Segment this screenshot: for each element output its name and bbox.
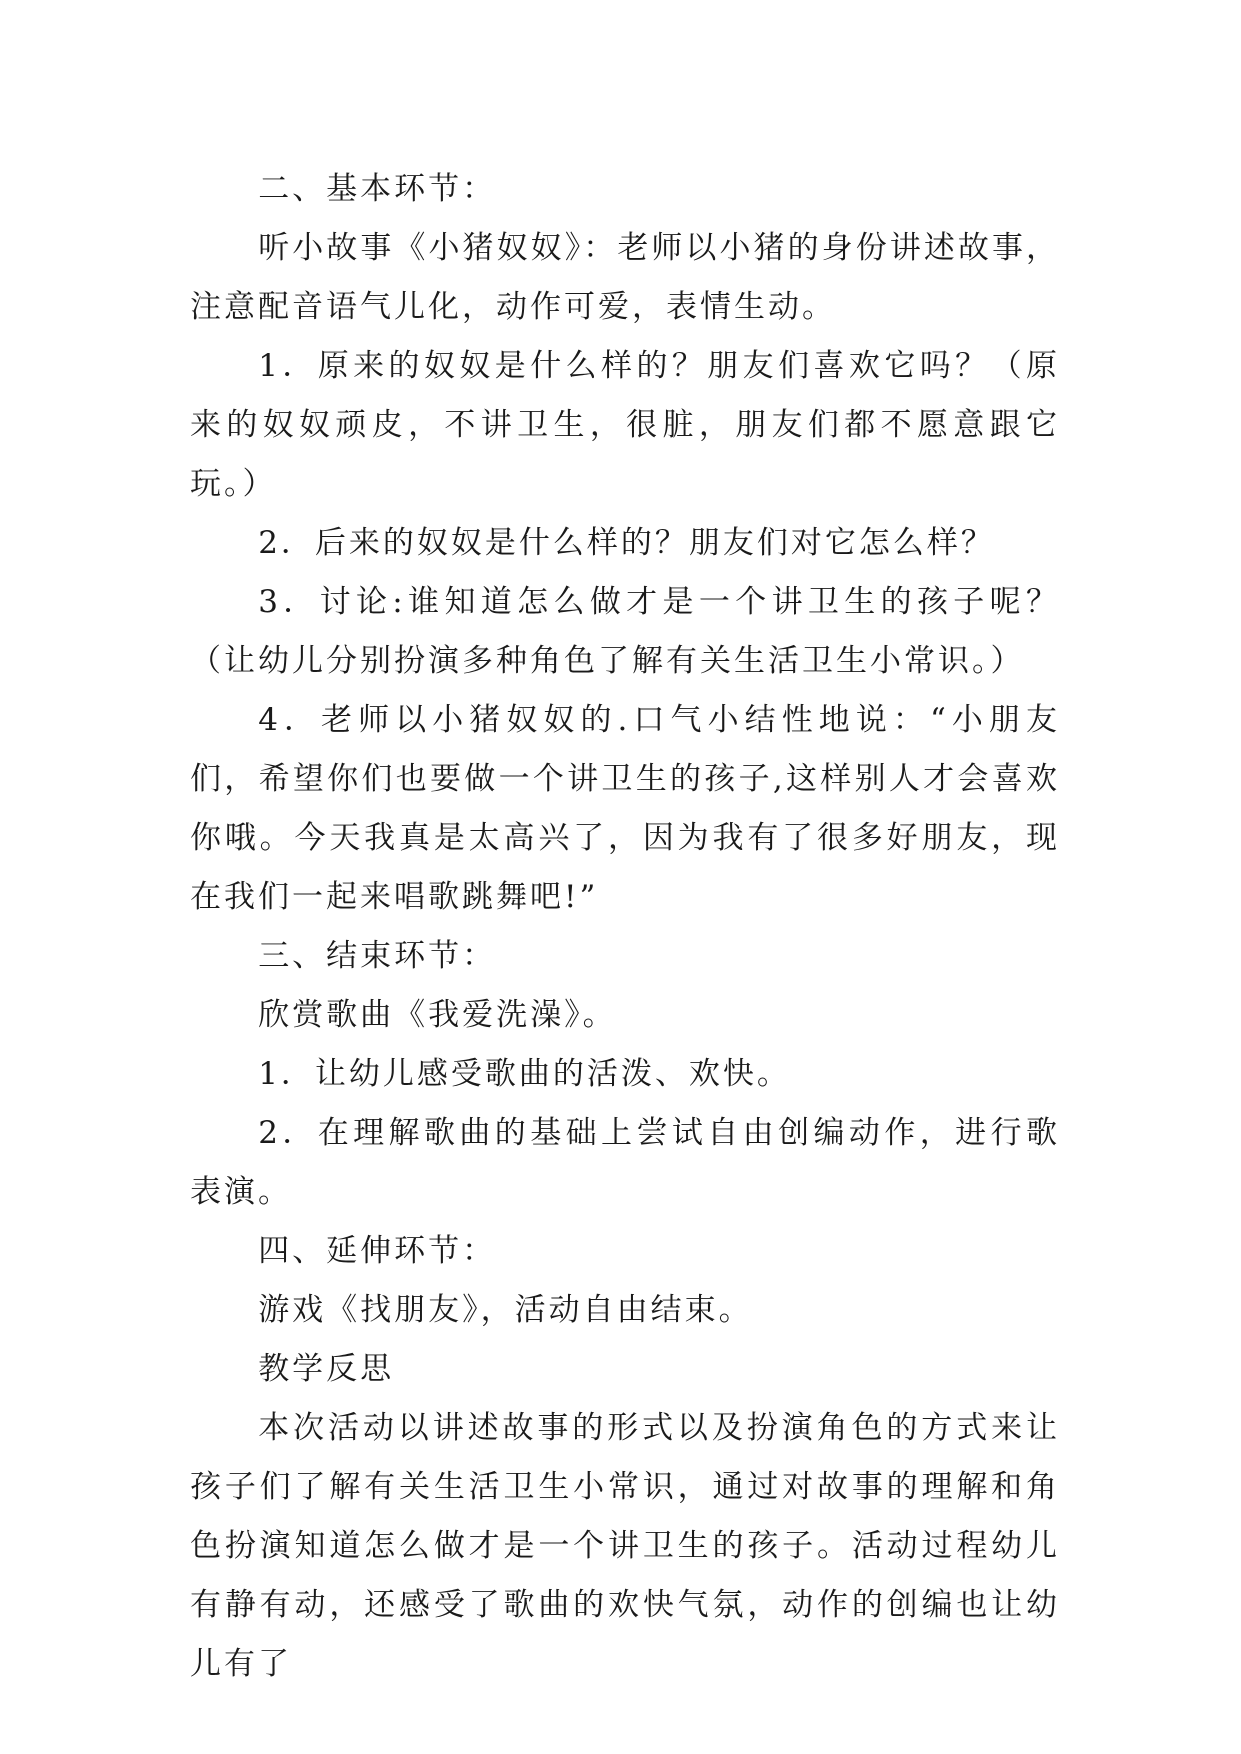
paragraph-question-1: 1．原来的奴奴是什么样的？朋友们喜欢它吗？（原来的奴奴顽皮，不讲卫生，很脏，朋友们都不愿意跟它玩。） [190,348,1060,502]
paragraph-story-intro: 听小故事《小猪奴奴》：老师以小猪的身份讲述故事，注意配音语气儿化，动作可爱，表情生动。 [190,230,1060,325]
document-body [190,160,1060,1694]
paragraph-game: 游戏《找朋友》，活动自由结束。 [258,1292,753,1328]
paragraph-question-3: 3．讨论:谁知道怎么做才是一个讲卫生的孩子呢？（让幼儿分别扮演多种角色了解有关生活卫生小常识。） [190,584,1060,679]
section-heading-extension: 四、延伸环节： [258,1233,497,1269]
section-heading-reflection: 教学反思 [258,1351,395,1387]
paragraph-song-1: 1．让幼儿感受歌曲的活泼、欢快。 [258,1056,791,1092]
paragraph-question-4: 4．老师以小猪奴奴的.口气小结性地说：“小朋友们，希望你们也要做一个讲卫生的孩子,这样别人才会喜欢你哦。今天我真是太高兴了，因为我有了很多好朋友，现在我们一起来唱歌跳舞吧!” [190,702,1060,915]
paragraph-question-2: 2．后来的奴奴是什么样的？朋友们对它怎么样？ [258,525,995,561]
paragraph-song: 欣赏歌曲《我爱洗澡》。 [258,997,617,1033]
section-heading-ending: 三、结束环节： [258,938,497,974]
paragraph-song-2: 2．在理解歌曲的基础上尝试自由创编动作，进行歌表演。 [190,1115,1060,1210]
paragraph-reflection: 本次活动以讲述故事的形式以及扮演角色的方式来让孩子们了解有关生活卫生小常识，通过对故事的理解和角色扮演知道怎么做才是一个讲卫生的孩子。活动过程幼儿有静有动，还感受了歌曲的欢快气氛，动作的创编也让幼儿有了 [190,1410,1060,1682]
section-heading-basic: 二、基本环节： [258,171,497,207]
